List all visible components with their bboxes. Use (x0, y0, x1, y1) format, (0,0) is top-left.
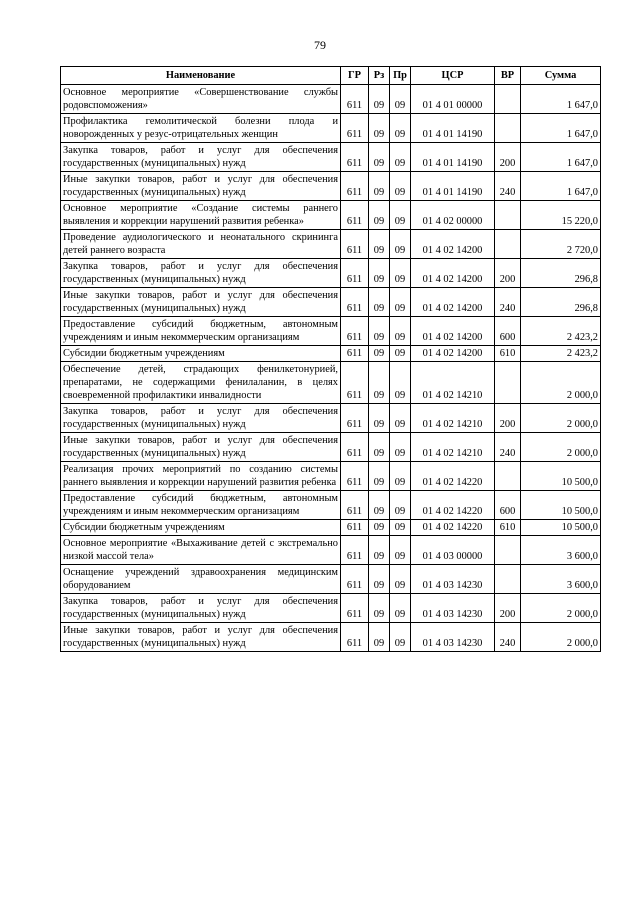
cell-name: Иные закупки товаров, работ и услуг для обеспечения государственных (муниципальных) нужд (61, 433, 341, 462)
cell-csr: 01 4 02 14220 (411, 520, 495, 536)
cell-csr: 01 4 03 14230 (411, 565, 495, 594)
table-row (61, 143, 601, 172)
cell-rz: 09 (369, 230, 390, 259)
cell-gr: 611 (341, 404, 369, 433)
table-row (61, 536, 601, 565)
cell-sum: 296,8 (521, 288, 601, 317)
cell-gr: 611 (341, 433, 369, 462)
table-row (61, 346, 601, 362)
cell-csr: 01 4 01 14190 (411, 143, 495, 172)
cell-pr: 09 (390, 433, 411, 462)
cell-name: Основное мероприятие «Создание системы раннего выявления и коррекции нарушений развития ребенка» (61, 201, 341, 230)
cell-gr: 611 (341, 491, 369, 520)
cell-pr: 09 (390, 491, 411, 520)
cell-rz: 09 (369, 143, 390, 172)
page-number: 79 (314, 38, 326, 52)
header-pr: Пр (390, 67, 411, 85)
cell-pr: 09 (390, 565, 411, 594)
cell-vr: 200 (495, 594, 521, 623)
cell-name: Реализация прочих мероприятий по созданию системы раннего выявления и коррекции нарушений развития ребенка (61, 462, 341, 491)
cell-sum: 1 647,0 (521, 172, 601, 201)
cell-rz: 09 (369, 85, 390, 114)
cell-pr: 09 (390, 536, 411, 565)
cell-gr: 611 (341, 362, 369, 404)
cell-sum: 3 600,0 (521, 536, 601, 565)
cell-pr: 09 (390, 623, 411, 652)
cell-sum: 2 000,0 (521, 433, 601, 462)
cell-gr: 611 (341, 230, 369, 259)
cell-sum: 2 000,0 (521, 404, 601, 433)
cell-sum: 296,8 (521, 259, 601, 288)
table-row (61, 172, 601, 201)
cell-gr: 611 (341, 201, 369, 230)
cell-vr (495, 536, 521, 565)
cell-vr: 610 (495, 346, 521, 362)
header-vr: ВР (495, 67, 521, 85)
table-row (61, 201, 601, 230)
cell-csr: 01 4 02 00000 (411, 201, 495, 230)
cell-name: Оснащение учреждений здравоохранения медицинским оборудованием (61, 565, 341, 594)
cell-rz: 09 (369, 594, 390, 623)
cell-gr: 611 (341, 259, 369, 288)
cell-name: Субсидии бюджетным учреждениям (61, 346, 341, 362)
cell-sum: 3 600,0 (521, 565, 601, 594)
cell-name: Проведение аудиологического и неонатального скрининга детей раннего возраста (61, 230, 341, 259)
cell-sum: 10 500,0 (521, 491, 601, 520)
table-row (61, 623, 601, 652)
table-header (61, 67, 601, 85)
cell-name: Закупка товаров, работ и услуг для обеспечения государственных (муниципальных) нужд (61, 259, 341, 288)
cell-csr: 01 4 01 00000 (411, 85, 495, 114)
cell-sum: 2 423,2 (521, 317, 601, 346)
cell-rz: 09 (369, 114, 390, 143)
cell-vr: 610 (495, 520, 521, 536)
cell-name: Закупка товаров, работ и услуг для обеспечения государственных (муниципальных) нужд (61, 404, 341, 433)
cell-gr: 611 (341, 623, 369, 652)
cell-sum: 2 000,0 (521, 362, 601, 404)
cell-pr: 09 (390, 404, 411, 433)
table-row (61, 520, 601, 536)
table-row (61, 565, 601, 594)
cell-rz: 09 (369, 565, 390, 594)
cell-csr: 01 4 03 00000 (411, 536, 495, 565)
cell-rz: 09 (369, 520, 390, 536)
cell-pr: 09 (390, 346, 411, 362)
cell-rz: 09 (369, 259, 390, 288)
cell-vr: 200 (495, 143, 521, 172)
cell-pr: 09 (390, 172, 411, 201)
cell-sum: 10 500,0 (521, 462, 601, 491)
table-row (61, 114, 601, 143)
cell-name: Основное мероприятие «Выхаживание детей с экстремально низкой массой тела» (61, 536, 341, 565)
cell-pr: 09 (390, 230, 411, 259)
cell-vr: 200 (495, 259, 521, 288)
header-rz: Рз (369, 67, 390, 85)
cell-pr: 09 (390, 201, 411, 230)
cell-gr: 611 (341, 317, 369, 346)
cell-name: Субсидии бюджетным учреждениям (61, 520, 341, 536)
cell-name: Иные закупки товаров, работ и услуг для обеспечения государственных (муниципальных) нужд (61, 623, 341, 652)
cell-name: Закупка товаров, работ и услуг для обеспечения государственных (муниципальных) нужд (61, 143, 341, 172)
cell-pr: 09 (390, 85, 411, 114)
cell-pr: 09 (390, 362, 411, 404)
cell-gr: 611 (341, 594, 369, 623)
cell-name: Закупка товаров, работ и услуг для обеспечения государственных (муниципальных) нужд (61, 594, 341, 623)
cell-rz: 09 (369, 201, 390, 230)
cell-vr: 240 (495, 172, 521, 201)
table-row (61, 230, 601, 259)
cell-csr: 01 4 02 14200 (411, 288, 495, 317)
cell-csr: 01 4 01 14190 (411, 172, 495, 201)
cell-vr (495, 85, 521, 114)
cell-csr: 01 4 02 14210 (411, 433, 495, 462)
cell-vr: 600 (495, 491, 521, 520)
cell-vr (495, 362, 521, 404)
budget-table (60, 66, 601, 652)
table-row (61, 433, 601, 462)
cell-pr: 09 (390, 143, 411, 172)
cell-gr: 611 (341, 143, 369, 172)
table-row (61, 491, 601, 520)
cell-rz: 09 (369, 623, 390, 652)
cell-name: Основное мероприятие «Совершенствование службы родовспоможения» (61, 85, 341, 114)
header-sum: Сумма (521, 67, 601, 85)
cell-csr: 01 4 02 14210 (411, 362, 495, 404)
cell-vr (495, 565, 521, 594)
table-body (61, 85, 601, 652)
cell-name: Профилактика гемолитической болезни плода и новорожденных у резус-отрицательных женщин (61, 114, 341, 143)
cell-rz: 09 (369, 362, 390, 404)
cell-csr: 01 4 02 14220 (411, 491, 495, 520)
cell-vr (495, 114, 521, 143)
table-row (61, 362, 601, 404)
cell-pr: 09 (390, 288, 411, 317)
cell-sum: 15 220,0 (521, 201, 601, 230)
cell-sum: 1 647,0 (521, 85, 601, 114)
cell-sum: 10 500,0 (521, 520, 601, 536)
header-row (61, 67, 601, 85)
cell-vr: 240 (495, 288, 521, 317)
cell-csr: 01 4 03 14230 (411, 594, 495, 623)
table-row (61, 317, 601, 346)
cell-rz: 09 (369, 433, 390, 462)
cell-csr: 01 4 02 14200 (411, 317, 495, 346)
cell-rz: 09 (369, 288, 390, 317)
cell-sum: 2 423,2 (521, 346, 601, 362)
cell-sum: 1 647,0 (521, 114, 601, 143)
cell-pr: 09 (390, 114, 411, 143)
cell-rz: 09 (369, 462, 390, 491)
cell-vr: 600 (495, 317, 521, 346)
cell-gr: 611 (341, 288, 369, 317)
table-row (61, 404, 601, 433)
cell-vr: 200 (495, 404, 521, 433)
cell-vr (495, 462, 521, 491)
cell-csr: 01 4 02 14200 (411, 346, 495, 362)
cell-rz: 09 (369, 404, 390, 433)
cell-pr: 09 (390, 462, 411, 491)
cell-pr: 09 (390, 594, 411, 623)
cell-gr: 611 (341, 346, 369, 362)
header-name: Наименование (61, 67, 341, 85)
cell-csr: 01 4 02 14200 (411, 230, 495, 259)
cell-vr: 240 (495, 623, 521, 652)
cell-vr: 240 (495, 433, 521, 462)
table-row (61, 288, 601, 317)
cell-pr: 09 (390, 317, 411, 346)
cell-rz: 09 (369, 536, 390, 565)
cell-gr: 611 (341, 536, 369, 565)
cell-name: Обеспечение детей, страдающих фенилкетонурией, препаратами, не содержащими фенилаланин, в целях своевременной профилактики инвалидности (61, 362, 341, 404)
cell-name: Иные закупки товаров, работ и услуг для обеспечения государственных (муниципальных) нужд (61, 172, 341, 201)
cell-csr: 01 4 02 14210 (411, 404, 495, 433)
cell-sum: 2 720,0 (521, 230, 601, 259)
table-row (61, 85, 601, 114)
cell-sum: 2 000,0 (521, 594, 601, 623)
header-csr: ЦСР (411, 67, 495, 85)
cell-vr (495, 201, 521, 230)
cell-gr: 611 (341, 172, 369, 201)
cell-rz: 09 (369, 491, 390, 520)
cell-gr: 611 (341, 462, 369, 491)
cell-rz: 09 (369, 317, 390, 346)
cell-pr: 09 (390, 520, 411, 536)
cell-csr: 01 4 02 14220 (411, 462, 495, 491)
cell-rz: 09 (369, 172, 390, 201)
table-row (61, 259, 601, 288)
cell-name: Предоставление субсидий бюджетным, автономным учреждениям и иным некоммерческим организациям (61, 491, 341, 520)
cell-csr: 01 4 03 14230 (411, 623, 495, 652)
cell-csr: 01 4 01 14190 (411, 114, 495, 143)
table-row (61, 594, 601, 623)
cell-vr (495, 230, 521, 259)
cell-rz: 09 (369, 346, 390, 362)
cell-sum: 1 647,0 (521, 143, 601, 172)
cell-pr: 09 (390, 259, 411, 288)
cell-gr: 611 (341, 520, 369, 536)
cell-gr: 611 (341, 85, 369, 114)
cell-gr: 611 (341, 565, 369, 594)
header-gr: ГР (341, 67, 369, 85)
cell-gr: 611 (341, 114, 369, 143)
cell-sum: 2 000,0 (521, 623, 601, 652)
cell-csr: 01 4 02 14200 (411, 259, 495, 288)
cell-name: Иные закупки товаров, работ и услуг для обеспечения государственных (муниципальных) нужд (61, 288, 341, 317)
cell-name: Предоставление субсидий бюджетным, автономным учреждениям и иным некоммерческим организациям (61, 317, 341, 346)
table-row (61, 462, 601, 491)
